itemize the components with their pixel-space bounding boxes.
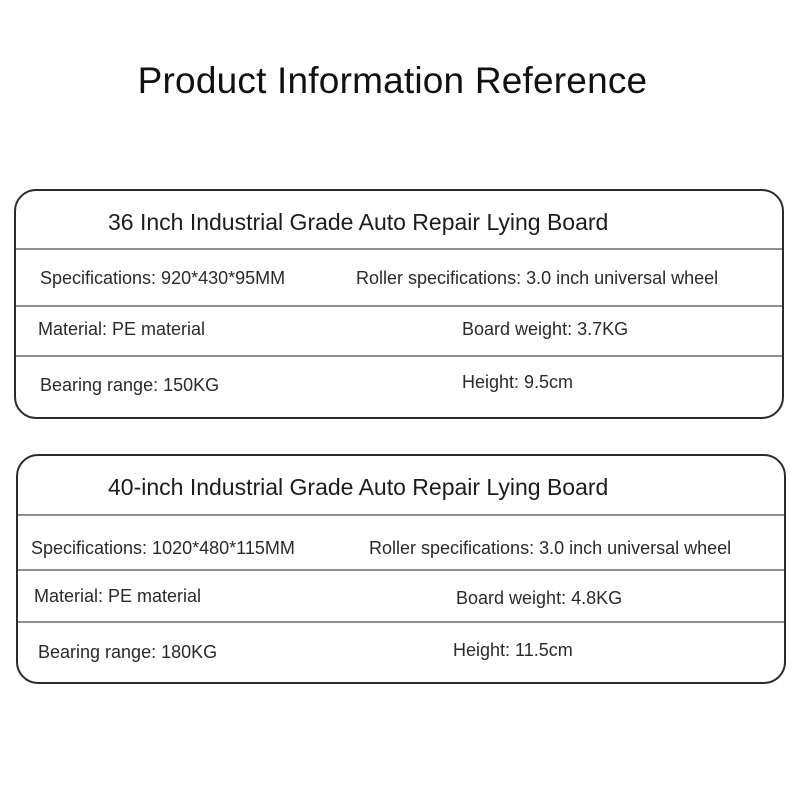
height-value: Height: 9.5cm (462, 372, 574, 392)
row-divider (18, 514, 784, 516)
roller-specifications-value: Roller specifications: 3.0 inch universal wheel (369, 538, 732, 558)
height-value: Height: 11.5cm (453, 640, 573, 660)
bearing-range-value: Bearing range: 150KG (40, 375, 220, 395)
product-title: 40-inch Industrial Grade Auto Repair Lying Board (108, 474, 609, 500)
row-divider (16, 355, 782, 357)
board-weight-value: Board weight: 3.7KG (462, 319, 629, 339)
material-value: Material: PE material (34, 586, 202, 606)
product-card-40-inch (16, 454, 786, 684)
page-title: Product Information Reference (137, 60, 648, 101)
product-card-36-inch (14, 189, 784, 419)
specifications-value: Specifications: 1020*480*115MM (31, 538, 295, 558)
row-divider (18, 569, 784, 571)
product-title: 36 Inch Industrial Grade Auto Repair Lying Board (108, 209, 609, 235)
row-divider (18, 621, 784, 623)
material-value: Material: PE material (38, 319, 206, 339)
bearing-range-value: Bearing range: 180KG (38, 642, 218, 662)
board-weight-value: Board weight: 4.8KG (456, 588, 623, 608)
specifications-value: Specifications: 920*430*95MM (40, 268, 286, 288)
row-divider (16, 248, 782, 250)
row-divider (16, 305, 782, 307)
roller-specifications-value: Roller specifications: 3.0 inch universal wheel (356, 268, 719, 288)
